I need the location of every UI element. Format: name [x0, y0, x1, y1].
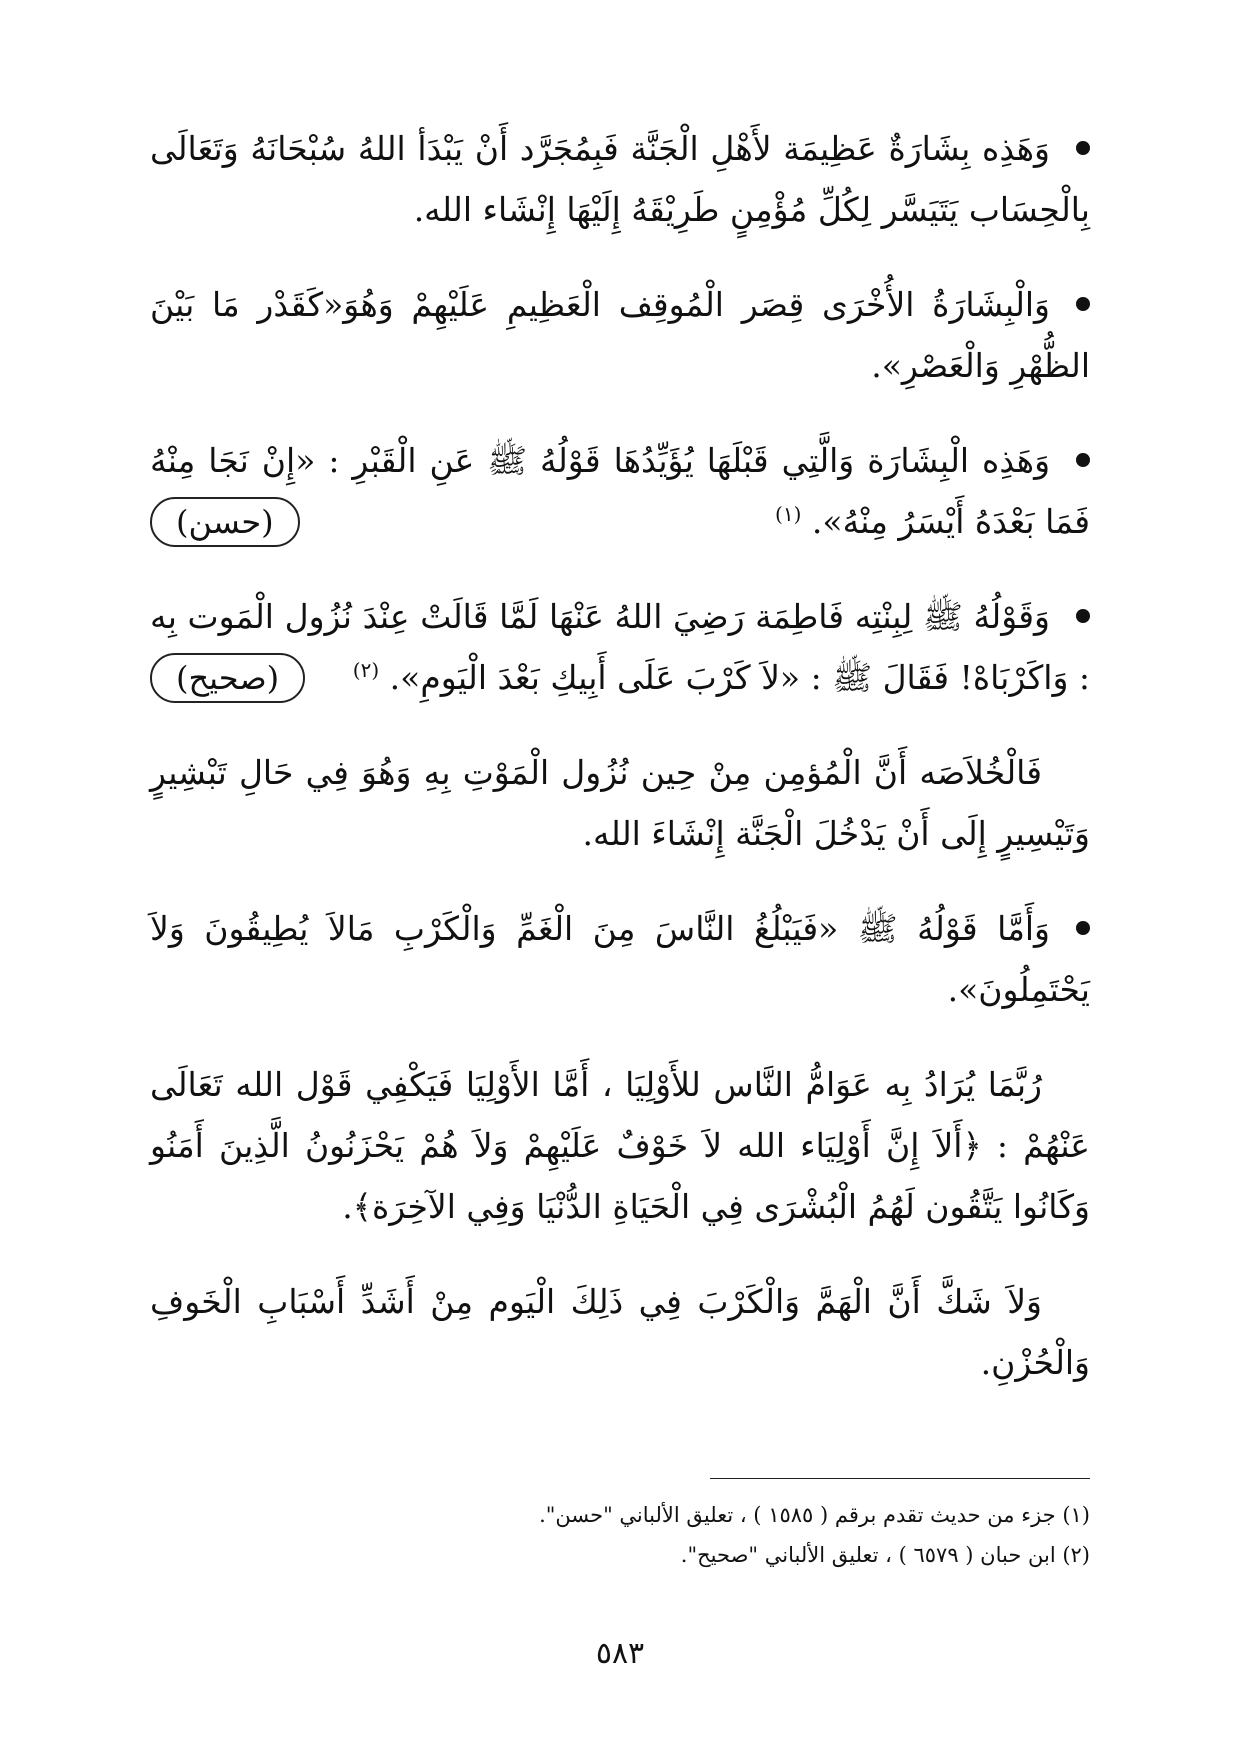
bullet-icon — [1076, 921, 1090, 935]
page-number: ٥٨٣ — [595, 1636, 645, 1671]
paragraph-text: فَالْخُلاَصَه أَنَّ الْمُؤمِن مِنْ حِين نُزُول الْمَوْتِ بِهِ وَهُوَ فِي حَالِ تَبْشِيرٍ وَتَيْسِيرٍ إِلَى أَنْ يَدْخُلَ الْجَنَّة إِنْشَاءَ الله. — [150, 753, 1090, 853]
paragraph-text: وَهَذِه الْبِشَارَة وَالَّتِي قَبْلَهَا يُؤَيِّدُهَا قَوْلُهُ ﷺ عَنِ الْقَبْرِ : «إِنْ نَجَا مِنْهُ فَمَا بَعْدَهُ أَيْسَرُ مِنْهُ». — [150, 441, 1090, 541]
footnote-divider — [710, 1478, 1090, 1479]
paragraph-8 — [150, 1271, 1090, 1393]
bullet-icon — [1076, 141, 1090, 155]
footnotes — [150, 1495, 1090, 1575]
paragraph-text: رُبَّمَا يُرَادُ بِه عَوَامُّ النَّاس للأَوْلِيَا ، أَمَّا الأَوْلِيَا فَيَكْفِي قَوْل الله تَعَالَى عَنْهُمْ : ﴿أَلاَ إِنَّ أَوْلِيَاء الله لاَ خَوْفٌ عَلَيْهِمْ وَلاَ هُمْ يَحْزَنُونُ الَّذِينَ أَمَنُو وَكَانُوا يَتَّقُون لَهُمُ الْبُشْرَى فِي الْحَيَاةِ الدُّنْيَا وَفِي الآخِرَة﴾. — [150, 1065, 1090, 1226]
paragraph-3 — [150, 430, 1090, 552]
paragraph-2 — [150, 274, 1090, 396]
footnote-reference[interactable]: (٢) — [352, 658, 380, 682]
paragraph-4 — [150, 586, 1090, 708]
bullet-icon — [1076, 297, 1090, 311]
paragraph-6 — [150, 898, 1090, 1020]
hadith-grade-badge: (حسن) — [150, 497, 300, 547]
paragraph-text: وَقَوْلُهُ ﷺ لِبِنْتِه فَاطِمَة رَضِيَ اللهُ عَنْهَا لَمَّا قَالَتْ عِنْدَ نُزُول الْمَوت بِه : وَاكَرْبَاهْ! فَقَالَ ﷺ : «لاَ كَرْبَ عَلَى أَبِيكِ بَعْدَ الْيَومِ». — [150, 597, 1090, 697]
paragraph-7 — [150, 1054, 1090, 1237]
footnote-reference[interactable]: (١) — [775, 502, 802, 526]
paragraph-5 — [150, 742, 1090, 864]
bullet-icon — [1076, 453, 1090, 467]
paragraph-text: وَهَذِه بِشَارَةٌ عَظِيمَة لأَهْلِ الْجَنَّة فَبِمُجَرَّد أَنْ يَبْدَأ اللهُ سُبْحَانَهُ وَتَعَالَى بِالْحِسَاب يَتَيَسَّر لِكُلِّ مُؤْمِنٍ طَرِيْقَهُ إِلَيْهَا إِنْشَاء الله. — [150, 129, 1090, 229]
paragraph-text: وَالْبِشَارَةُ الأُخْرَى قِصَر الْمُوقِف الْعَظِيمِ عَلَيْهِمْ وَهُوَ«كَقَدْر مَا بَيْنَ الظُّهْرِ وَالْعَصْرِ». — [150, 285, 1090, 385]
footnote-2: (٢) ابن حبان ( ٦٥٧٩ ) ، تعليق الألباني "صحيح". — [680, 1543, 1090, 1567]
hadith-grade-badge: (صحيح) — [150, 653, 305, 703]
paragraph-text: وَلاَ شَكَّ أَنَّ الْهَمَّ وَالْكَرْبَ فِي ذَلِكَ الْيَوم مِنْ أَشَدِّ أَسْبَابِ الْخَوفِ وَالْحُزْنِ. — [150, 1282, 1090, 1382]
body-text — [150, 118, 1090, 1427]
bullet-icon — [1076, 609, 1090, 623]
footnote-1: (١) جزء من حديث تقدم برقم ( ١٥٨٥ ) ، تعليق الألباني "حسن". — [539, 1503, 1090, 1527]
paragraph-text: وَأَمَّا قَوْلُهُ ﷺ «فَيَبْلُغُ النَّاسَ مِنَ الْغَمِّ وَالْكَرْبِ مَالاَ يُطِيقُونَ وَلاَ يَحْتَمِلُونَ». — [150, 909, 1090, 1009]
paragraph-1 — [150, 118, 1090, 240]
